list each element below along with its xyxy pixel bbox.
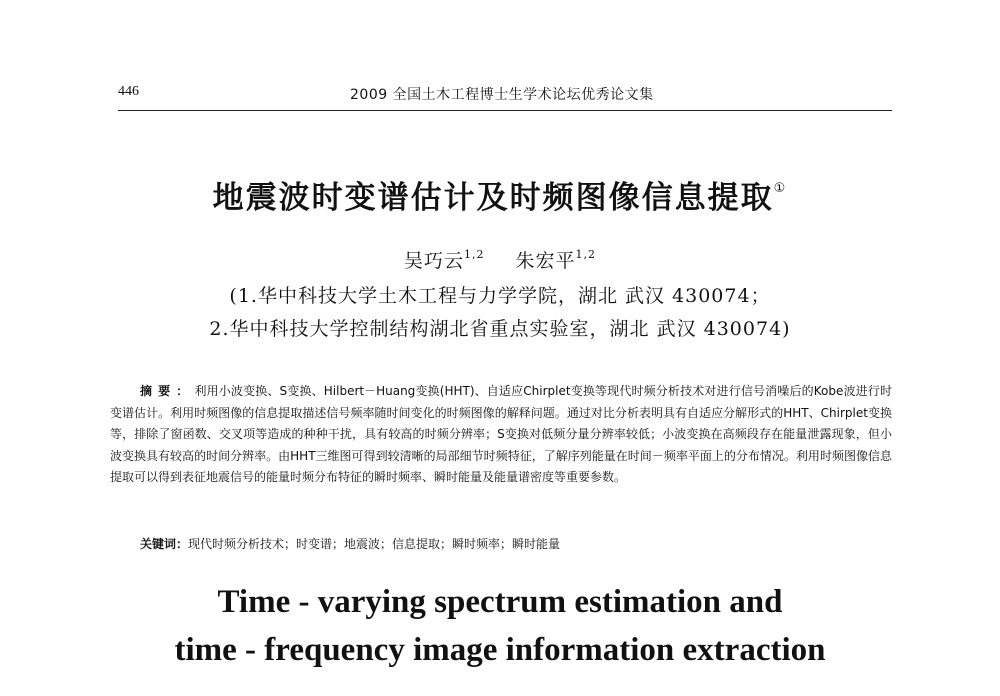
author-name: 朱宏平 [515,250,576,272]
english-title-line-1: Time - varying spectrum estimation and [217,584,783,620]
english-title-line-2: time - frequency image information extraction [174,632,826,668]
abstract-label: 摘要： [140,384,195,398]
chinese-title [100,172,900,217]
author-list [100,246,900,273]
chinese-title-text: 地震波时变谱估计及时频图像信息提取 [212,180,774,216]
title-footnote-mark: ① [773,181,788,196]
affiliation-2: 2.华中科技大学控制结构湖北省重点实验室，湖北 武汉 430074) [209,318,791,340]
abstract [110,381,892,489]
author-affiliation-mark: 1,2 [575,248,597,261]
header-rule [118,110,892,111]
author [404,250,485,272]
affiliation-1: (1.华中科技大学土木工程与力学学院，湖北 武汉 430074； [229,285,771,307]
page-number: 446 [118,84,139,99]
keywords-label: 关键词： [140,537,189,551]
abstract-text: 利用小波变换、S变换、Hilbert－Huang变换(HHT)、自适应Chirplet变换等现代时频分析技术对进行信号消噪后的Kobe波进行时变谱估计。利用时频图像的信息提取描述信号频率随时间变化的时频图像的解释问题。通过对比分析表明具有自适应分解形式的HHT、Chirplet变换等，排除了窗函数、交叉项等造成的种种干扰，具有较高的时频分辨率；S变换对低频分量分辨率较低；小波变换在高频段存在能量泄露现象，但小波变换具有较高的时间分辨率。由HHT三维图可得到较清晰的局部细节时频特征，了解序列能量在时间－频率平面上的分布情况。利用时频图像信息提取可以得到表征地震信号的能量时频分布特征的瞬时频率、瞬时能量及能量谱密度等重要参数。 [110,384,892,485]
author [516,250,597,272]
author-affiliation-mark: 1,2 [463,248,485,261]
keywords-text: 现代时频分析技术；时变谱；地震波；信息提取；瞬时频率；瞬时能量 [188,537,561,551]
running-title: 2009 全国土木工程博士生学术论坛优秀论文集 [350,87,654,103]
keywords [140,535,900,552]
author-name: 吴巧云 [403,250,464,272]
page-header [118,80,892,108]
